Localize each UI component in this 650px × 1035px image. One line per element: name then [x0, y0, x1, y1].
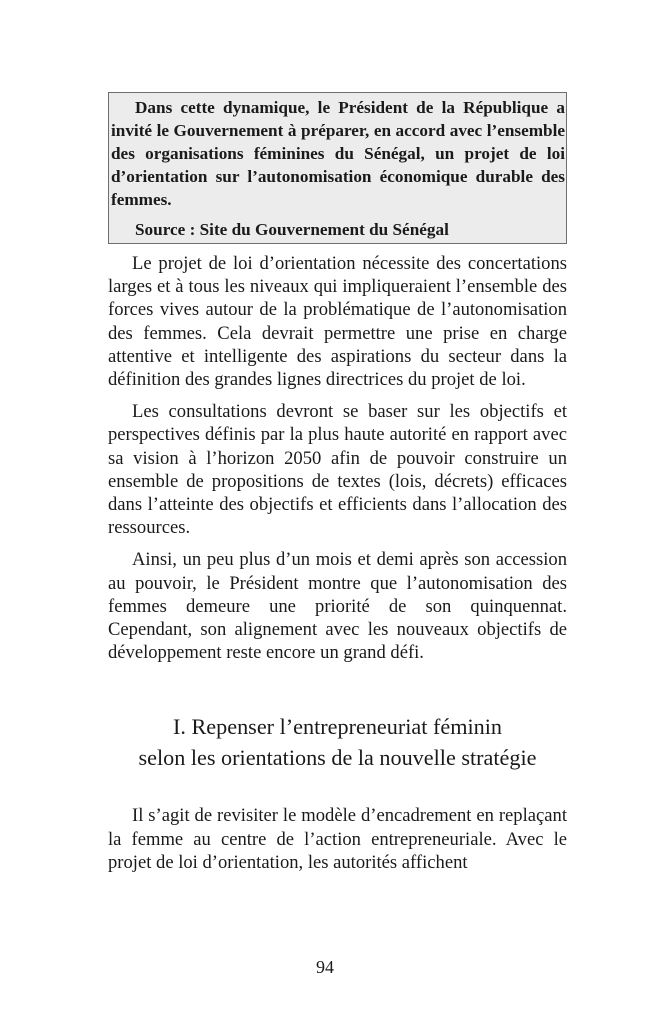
page-number: 94	[316, 957, 334, 977]
quote-box	[108, 92, 567, 244]
section-heading	[108, 711, 567, 773]
page-content	[108, 92, 567, 883]
paragraph-4: Il s’agit de revisiter le modèle d’encadrement en replaçant la femme au centre de l’action entrepreneuriale. Avec le projet de loi d’orientation, les autorités affichent	[108, 805, 567, 873]
section-heading-line-1: I. Repenser l’entrepreneuriat féminin	[173, 714, 502, 740]
quote-text: Dans cette dynamique, le Président de la République a invité le Gouvernement à préparer, en accord avec l’ensemble des organisations féminines du Sénégal, un projet de loi d’orientation sur l’autonomisation économique durable des femmes.	[111, 98, 565, 209]
paragraph-1: Le projet de loi d’orientation nécessite des concertations larges et à tous les niveaux qui impliqueraient l’ensemble des forces vives autour de la problématique de l’autonomisation des femmes. Cela devrait permettre une prise en charge attentive et intelligente des aspirations du secteur dans la définition des grandes lignes directrices du projet de loi.	[108, 253, 567, 391]
section-heading-line-2: selon les orientations de la nouvelle stratégie	[138, 745, 537, 771]
quote-source: Source : Site du Gouvernement du Sénégal	[135, 220, 449, 239]
paragraph-3: Ainsi, un peu plus d’un mois et demi après son accession au pouvoir, le Président montre que l’autonomisation des femmes demeure une priorité de son quinquennat. Cependant, son alignement avec les nouveaux objectifs de développement reste encore un grand défi.	[108, 549, 567, 664]
paragraph-2: Les consultations devront se baser sur les objectifs et perspectives définis par la plus haute autorité en rapport avec sa vision à l’horizon 2050 afin de pouvoir construire un ensemble de propositions de textes (lois, décrets) efficaces dans l’atteinte des objectifs et efficients dans l’allocation des ressources.	[108, 401, 567, 539]
